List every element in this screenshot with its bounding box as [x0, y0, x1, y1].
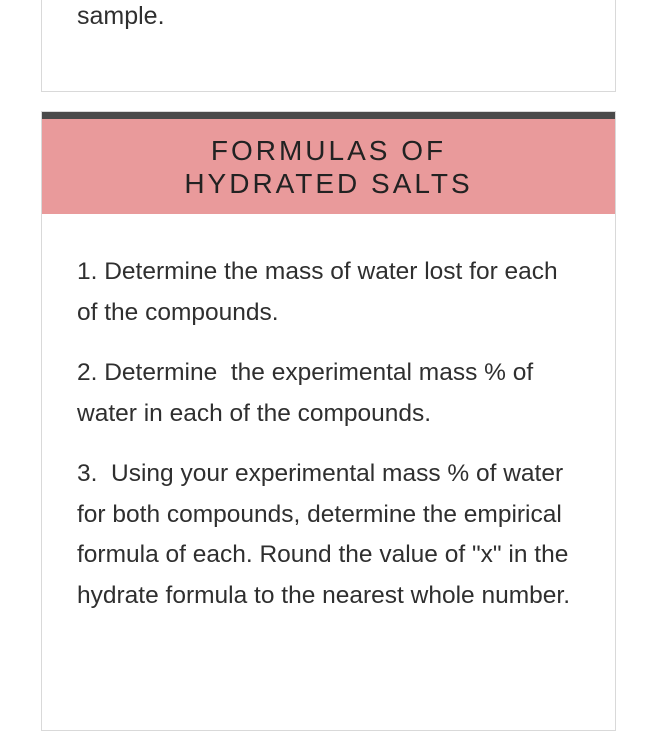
previous-card-text: sample.: [77, 2, 165, 30]
step-1: 1. Determine the mass of water lost for each of the compounds.: [77, 258, 565, 326]
card-header: [42, 119, 615, 214]
step-3: 3. Using your experimental mass % of water for both compounds, determine the empirical formula of each. Round the value of "x" in the hydrate formula to the nearest whole number.: [77, 460, 576, 609]
formulas-card: [41, 111, 616, 731]
card-title: FORMULAS OF HYDRATED SALTS: [184, 134, 473, 199]
previous-card: [41, 0, 616, 92]
card-top-bar: [42, 112, 615, 119]
step-2: 2. Determine the experimental mass % of water in each of the compounds.: [77, 359, 540, 427]
card-body: [42, 214, 615, 616]
